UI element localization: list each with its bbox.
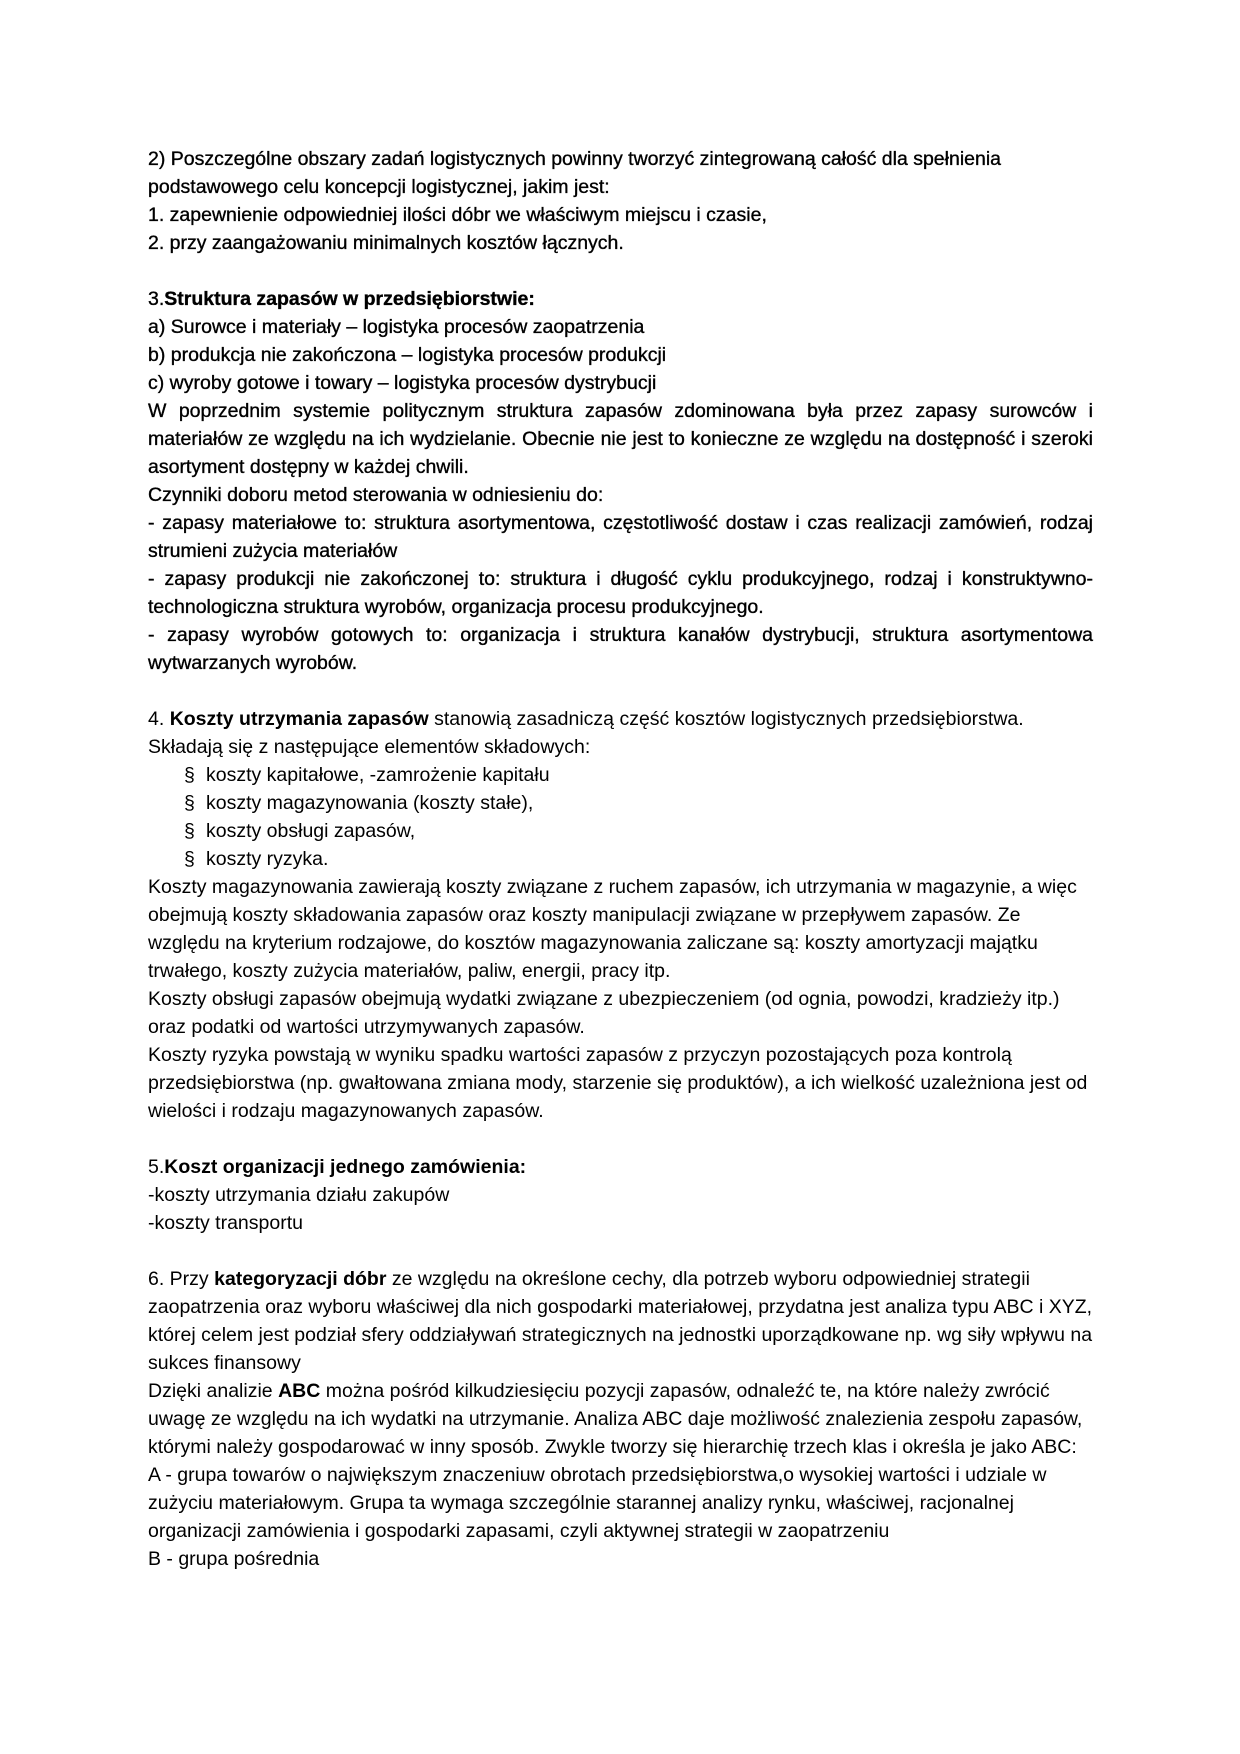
section-3-title: Struktura zapasów w przedsiębiorstwie: xyxy=(164,288,535,310)
section-3-factor-production: - zapasy produkcji nie zakończonej to: struktura i długość cyklu produkcyjnego, rodzaj i konstruktywno-technologiczna struktura wyrobów, organizacja procesu produkcyjnego. xyxy=(148,568,1093,618)
document-body xyxy=(148,145,1093,1573)
section-4-storage-paragraph: Koszty magazynowania zawierają koszty związane z ruchem zapasów, ich utrzymania w magazynie, a więc obejmują koszty składowania zapasów oraz koszty manipulacji związane w przepływem zapasów. Ze względu na kryterium rodzajowe, do kosztów magazynowania zaliczane są: koszty amortyzacji majątku trwałego, koszty zużycia materiałów, paliw, energii, pracy itp. xyxy=(148,876,1077,982)
spacer xyxy=(148,1237,1093,1265)
section-2-point-1: 1. zapewnienie odpowiedniej ilości dóbr we właściwym miejscu i czasie, xyxy=(148,204,767,226)
section-2-intro: 2) Poszczególne obszary zadań logistycznych powinny tworzyć zintegrowaną całość dla spełnienia podstawowego celu koncepcji logistycznej, jakim jest: xyxy=(148,148,1002,198)
spacer xyxy=(148,677,1093,705)
section-6-number: 6. Przy xyxy=(148,1268,215,1290)
section-4-intro xyxy=(148,705,1093,733)
section-6-term: kategoryzacji dóbr xyxy=(214,1268,387,1290)
section-5-heading xyxy=(148,1153,1093,1181)
section-6-intro-rest: ze względu na określone cechy, dla potrzeb wyboru odpowiedniej strategii zaopatrzenia oraz wyboru właściwej dla nich gospodarki materiałowej, przydatna jest analiza typu ABC i XYZ, której celem jest podział sfery oddziaływań strategicznych na jednostki uporządkowane np. wg siły wpływu na sukces finansowy xyxy=(148,1268,1093,1374)
section-4-number: 4. xyxy=(148,708,170,730)
section-3-factor-materials: - zapasy materiałowe to: struktura asortymentowa, częstotliwość dostaw i czas realizacji zamówień, rodzaj strumieni zużycia materiałów xyxy=(148,512,1093,562)
section-sign-icon: § xyxy=(184,820,195,842)
section-3-item-b: b) produkcja nie zakończona – logistyka procesów produkcji xyxy=(148,344,667,366)
section-sign-icon: § xyxy=(184,764,195,786)
spacer xyxy=(148,257,1093,285)
section-3-number: 3. xyxy=(148,288,165,310)
section-6-group-b: B - grupa pośrednia xyxy=(148,1548,320,1570)
section-6-abc-paragraph xyxy=(148,1377,1093,1461)
section-4-term: Koszty utrzymania zapasów xyxy=(169,708,429,730)
section-6-abc-pre: Dzięki analizie xyxy=(148,1380,279,1402)
section-3-factors-heading: Czynniki doboru metod sterowania w odniesieniu do: xyxy=(148,484,604,506)
section-5-number: 5. xyxy=(148,1156,165,1178)
list-item xyxy=(148,761,1093,789)
section-5-title: Koszt organizacji jednego zamówienia: xyxy=(164,1156,527,1178)
section-5-item-2: -koszty transportu xyxy=(148,1212,303,1234)
section-2-point-2: 2. przy zaangażowaniu minimalnych kosztów łącznych. xyxy=(148,232,624,254)
list-item xyxy=(148,845,1093,873)
section-6-abc-term: ABC xyxy=(278,1380,321,1402)
section-6-intro xyxy=(148,1265,1093,1377)
section-4-bullet-list xyxy=(148,761,1093,873)
section-3-item-a: a) Surowce i materiały – logistyka procesów zaopatrzenia xyxy=(148,316,645,338)
spacer xyxy=(148,1125,1093,1153)
section-5-item-1: -koszty utrzymania działu zakupów xyxy=(148,1184,450,1206)
section-6-abc-rest: można pośród kilkudziesięciu pozycji zapasów, odnaleźć te, na które należy zwrócić uwagę ze względu na ich wydatki na utrzymanie. Analiza ABC daje możliwość znalezienia zespołu zapasów, którymi należy gospodarować w inny sposób. Zwykle tworzy się hierarchię trzech klas i określa je jako ABC: xyxy=(148,1380,1083,1458)
section-4-intro-2: Składają się z następujące elementów składowych: xyxy=(148,736,591,758)
list-item xyxy=(148,817,1093,845)
section-sign-icon: § xyxy=(184,848,195,870)
list-item xyxy=(148,789,1093,817)
section-6-group-a: A - grupa towarów o największym znaczeniuw obrotach przedsiębiorstwa,o wysokiej wartości i udziale w zużyciu materiałowym. Grupa ta wymaga szczególnie starannej analizy rynku, właściwej, racjonalnej organizacji zamówienia i gospodarki zapasami, czyli aktywnej strategii w zaopatrzeniu xyxy=(148,1464,1047,1542)
section-3-factor-finished-goods: - zapasy wyrobów gotowych to: organizacja i struktura kanałów dystrybucji, struktura asortymentowa wytwarzanych wyrobów. xyxy=(148,624,1093,674)
section-3-paragraph: W poprzednim systemie politycznym struktura zapasów zdominowana była przez zapasy surowców i materiałów ze względu na ich wydzielanie. Obecnie nie jest to konieczne ze względu na dostępność i szeroki asortyment dostępny w każdej chwili. xyxy=(148,400,1093,478)
list-item-text: koszty obsługi zapasów, xyxy=(206,820,416,842)
section-3-heading xyxy=(148,285,1093,313)
list-item-text: koszty magazynowania (koszty stałe), xyxy=(206,792,534,814)
section-4-risk-paragraph: Koszty ryzyka powstają w wyniku spadku wartości zapasów z przyczyn pozostających poza kontrolą przedsiębiorstwa (np. gwałtowana zmiana mody, starzenie się produktów), a ich wielkość uzależniona jest od wielości i rodzaju magazynowanych zapasów. xyxy=(148,1044,1088,1122)
section-sign-icon: § xyxy=(184,792,195,814)
list-item-text: koszty ryzyka. xyxy=(206,848,329,870)
list-item-text: koszty kapitałowe, -zamrożenie kapitału xyxy=(206,764,550,786)
section-4-service-paragraph: Koszty obsługi zapasów obejmują wydatki związane z ubezpieczeniem (od ognia, powodzi, kradzieży itp.) oraz podatki od wartości utrzymywanych zapasów. xyxy=(148,988,1060,1038)
section-4-intro-rest: stanowią zasadniczą część kosztów logistycznych przedsiębiorstwa. xyxy=(428,708,1024,730)
section-3-item-c: c) wyroby gotowe i towary – logistyka procesów dystrybucji xyxy=(148,372,657,394)
